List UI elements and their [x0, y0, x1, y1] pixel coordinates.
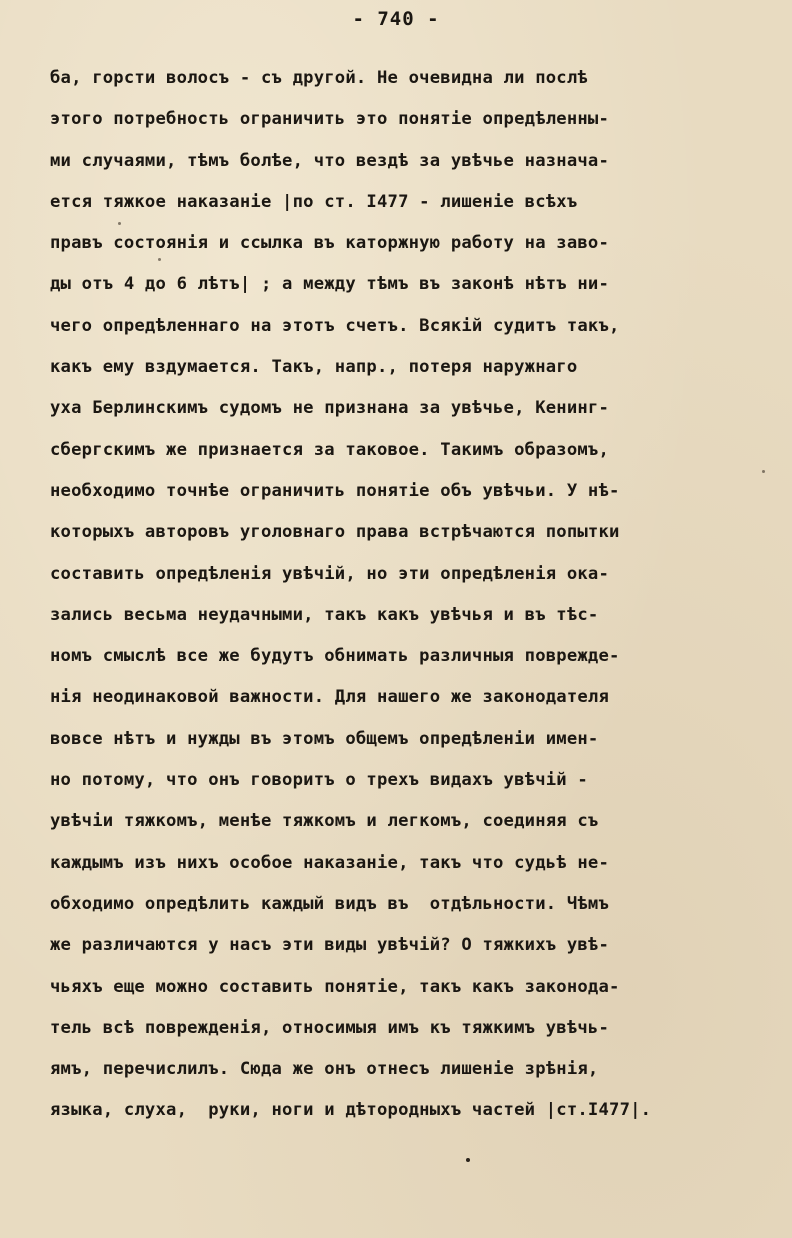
- ink-speck: [158, 258, 161, 261]
- text-line: которыхъ авторовъ уголовнаго права встрѣчаются попытки: [50, 522, 620, 543]
- text-line: зались весьма неудачными, такъ какъ увѣчья и въ тѣс-: [50, 604, 599, 625]
- text-line: ды отъ 4 до 6 лѣтъ| ; а между тѣмъ въ законѣ нѣтъ ни-: [50, 274, 610, 295]
- text-line: чего опредѣленнаго на этотъ счетъ. Всякій судитъ такъ,: [50, 315, 620, 336]
- text-line: правъ состоянія и ссылка въ каторжную работу на заво-: [50, 233, 610, 254]
- text-line: этого потребность ограничить это понятіе опредѣленны-: [50, 109, 610, 130]
- ink-speck: [762, 470, 765, 473]
- text-line: тель всѣ поврежденія, относимыя имъ къ тяжкимъ увѣчь-: [50, 1017, 610, 1038]
- text-line: нія неодинаковой важности. Для нашего же законодателя: [50, 687, 610, 708]
- text-line: но потому, что онъ говоритъ о трехъ видахъ увѣчій -: [50, 770, 588, 791]
- text-line: обходимо опредѣлить каждый видъ въ отдѣльности. Чѣмъ: [50, 893, 610, 914]
- text-line: сбергскимъ же признается за таковое. Такимъ образомъ,: [50, 439, 610, 460]
- text-line: ба, горсти волосъ - съ другой. Не очевидна ли послѣ: [50, 68, 588, 88]
- text-line: ми случаями, тѣмъ болѣе, что вездѣ за увѣчье назнача-: [50, 150, 610, 171]
- text-line: чьяхъ еще можно составить понятіе, такъ какъ законода-: [50, 976, 620, 997]
- page-number: - 740 -: [352, 8, 440, 30]
- text-line: ется тяжкое наказаніе |по ст. I477 - лишеніе всѣхъ: [50, 191, 578, 212]
- ink-speck: [466, 1158, 470, 1162]
- text-line: какъ ему вздумается. Такъ, напр., потеря наружнаго: [50, 357, 578, 378]
- text-line: же различаются у насъ эти виды увѣчій? О тяжкихъ увѣ-: [50, 935, 610, 956]
- text-body: [50, 58, 750, 1132]
- text-line: ямъ, перечислилъ. Сюда же онъ отнесъ лишеніе зрѣнія,: [50, 1059, 599, 1080]
- text-line: вовсе нѣтъ и нужды въ этомъ общемъ опредѣленіи имен-: [50, 728, 599, 749]
- text-line: языка, слуха, руки, ноги и дѣтородныхъ частей |ст.I477|.: [50, 1100, 652, 1121]
- text-line: необходимо точнѣе ограничить понятіе объ увѣчьи. У нѣ-: [50, 480, 620, 501]
- ink-speck: [118, 222, 121, 225]
- text-line: увѣчіи тяжкомъ, менѣе тяжкомъ и легкомъ, соединяя съ: [50, 811, 599, 832]
- text-line: составить опредѣленія увѣчій, но эти опредѣленія ока-: [50, 563, 610, 584]
- text-line: номъ смыслѣ все же будутъ обнимать различныя поврежде-: [50, 646, 620, 667]
- text-line: уха Берлинскимъ судомъ не признана за увѣчье, Кенинг-: [50, 398, 610, 419]
- text-line: каждымъ изъ нихъ особое наказаніе, такъ что судьѣ не-: [50, 852, 610, 873]
